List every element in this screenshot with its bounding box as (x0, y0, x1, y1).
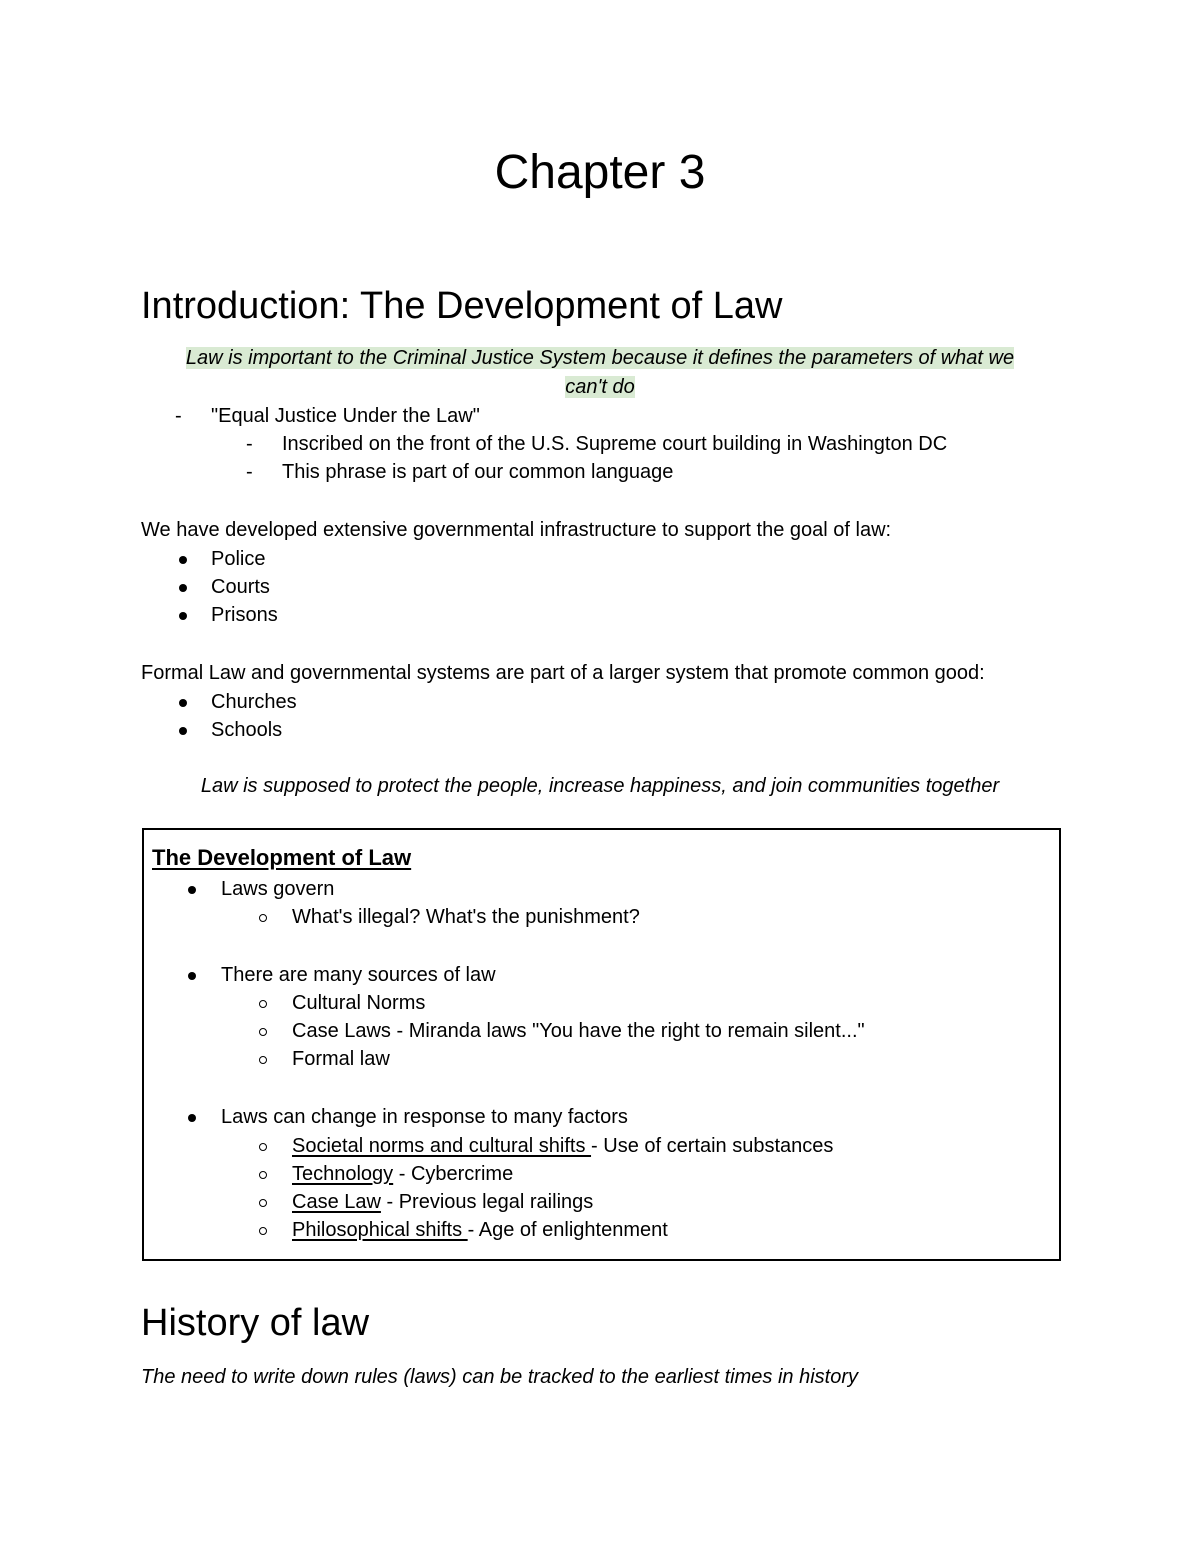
highlight-text-1: Law is important to the Criminal Justice System because it defines the parameters of what we (185, 347, 1015, 369)
box-list-item: Laws can change in response to many factors (221, 1106, 628, 1128)
dash-bullet: - (246, 433, 253, 455)
box-sub-item: Cultural Norms (292, 992, 426, 1014)
box-sub-item: Societal norms and cultural shifts - Use of certain substances (292, 1135, 834, 1157)
sub-item: This phrase is part of our common language (282, 461, 674, 483)
bullet-icon (179, 556, 187, 564)
bullet-icon (179, 584, 187, 592)
highlight-line-1 (0, 344, 1200, 372)
hollow-bullet-icon (259, 914, 267, 922)
bullet-icon (179, 612, 187, 620)
box-list-item: Laws govern (221, 878, 335, 900)
box-sub-item: Philosophical shifts - Age of enlightenment (292, 1219, 668, 1241)
bullet-icon (188, 886, 196, 894)
history-heading: History of law (141, 1302, 370, 1344)
highlight-line-2 (0, 373, 1200, 401)
list-item: Churches (211, 691, 297, 713)
list-item: Prisons (211, 604, 278, 626)
highlight-text-2: can't do (565, 376, 635, 398)
box-sub-item: Technology - Cybercrime (292, 1163, 514, 1185)
hollow-bullet-icon (259, 1227, 267, 1235)
box-sub-item: Case Laws - Miranda laws "You have the right to remain silent..." (292, 1020, 865, 1042)
list-item: Courts (211, 576, 270, 598)
page-title: Chapter 3 (494, 146, 706, 199)
hollow-bullet-icon (259, 1171, 267, 1179)
closing-statement: Law is supposed to protect the people, increase happiness, and join communities together (200, 775, 1000, 797)
hollow-bullet-icon (259, 1000, 267, 1008)
box-sub-item: Formal law (292, 1048, 390, 1070)
hollow-bullet-icon (259, 1143, 267, 1151)
bullet-icon (188, 972, 196, 980)
bullet-icon (188, 1114, 196, 1122)
sub-item: Inscribed on the front of the U.S. Supreme court building in Washington DC (282, 433, 948, 455)
bullet-icon (179, 727, 187, 735)
quote-item: "Equal Justice Under the Law" (211, 405, 480, 427)
intro-heading: Introduction: The Development of Law (141, 285, 783, 327)
hollow-bullet-icon (259, 1199, 267, 1207)
history-text: The need to write down rules (laws) can be tracked to the earliest times in history (141, 1366, 858, 1388)
hollow-bullet-icon (259, 1056, 267, 1064)
box-title: The Development of Law (152, 845, 412, 870)
list-item: Police (211, 548, 266, 570)
box-sub-item: Case Law - Previous legal railings (292, 1191, 594, 1213)
hollow-bullet-icon (259, 1028, 267, 1036)
infra-intro: We have developed extensive governmental infrastructure to support the goal of law: (141, 519, 892, 541)
dash-bullet: - (246, 461, 253, 483)
bullet-icon (179, 699, 187, 707)
list-item: Schools (211, 719, 283, 741)
box-sub-item: What's illegal? What's the punishment? (292, 906, 640, 928)
formal-intro: Formal Law and governmental systems are part of a larger system that promote common good: (141, 662, 985, 684)
box-list-item: There are many sources of law (221, 964, 496, 986)
dash-bullet: - (175, 405, 182, 427)
